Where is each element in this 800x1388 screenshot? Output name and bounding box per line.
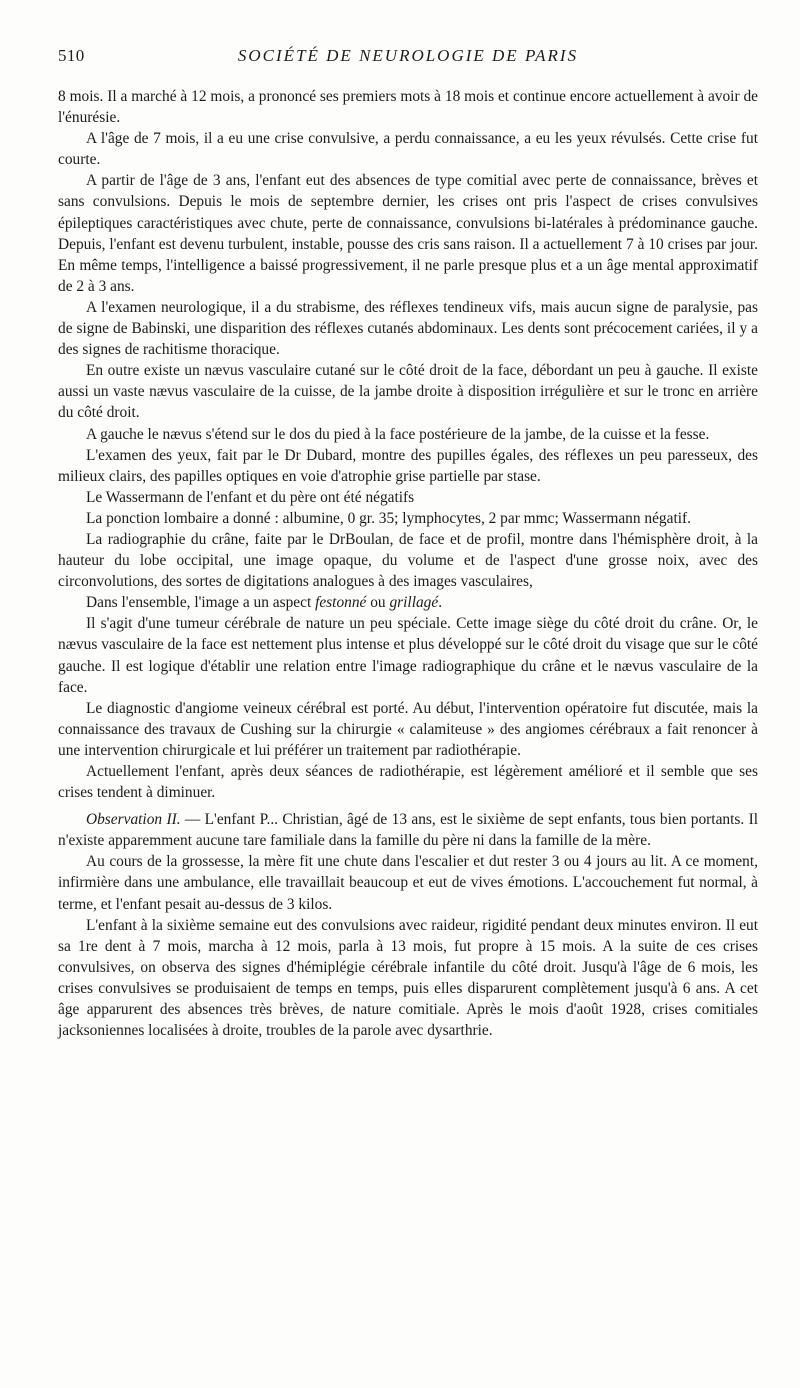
paragraph-tumour: Il s'agit d'une tumeur cérébrale de nature un peu spéciale. Cette image siège du côté droit du crâne. Or, le nævus vasculaire de la face est nettement plus intense et plus développé sur le côté droit du visage que sur le côté gauche. Il est logique d'établir une relation entre l'image radiographique du crâne et le nævus vasculaire de la face.	[58, 615, 758, 696]
paragraph-seizure-history: A partir de l'âge de 3 ans, l'enfant eut des absences de type comitial avec perte de connaissance, brèves et sans convulsions. Depuis le mois de septembre dernier, les crises ont pris l'aspect de crises convulsives épileptiques caractéristiques avec chute, perte de connaissance, convulsions bi-latérales à prédominance gauche. Depuis, l'enfant est devenu turbulent, instable, pousse des cris sans raison. Il a actuellement 7 à 10 crises par jour. En même temps, l'intelligence a baissé progressivement, il ne parle presque plus et a un âge mental approximatif de 2 à 3 ans.	[58, 172, 758, 295]
paragraph-current-state: Actuellement l'enfant, après deux séances de radiothérapie, est légèrement amélioré et il semble que ses crises tendent à diminuer.	[58, 763, 758, 802]
aspect-term-grillage: grillagé	[389, 594, 439, 612]
aspect-text-middle: ou	[366, 594, 390, 612]
paragraph-diagnosis: Le diagnostic d'angiome veineux cérébral est porté. Au début, l'intervention opératoire fut discutée, mais la connaissance des travaux de Cushing sur la chirurgie « calamiteuse » des angiomes cérébraux a fait renoncer à une intervention chirurgicale et lui préférer un traitement par radiothérapie.	[58, 699, 758, 759]
paragraph-radiography: La radiographie du crâne, faite par le DrBoulan, de face et de profil, montre dans l'hémisphère droit, à la hauteur du lobe occipital, une image opaque, du volume et de l'aspect d'une grosse noix, avec des circonvolutions, des sortes de digitations analogues à des images vasculaires,	[58, 530, 758, 591]
journal-title: SOCIÉTÉ DE NEUROLOGIE DE PARIS	[237, 46, 579, 65]
body-text	[58, 86, 758, 1041]
aspect-text-before: Dans l'ensemble, l'image a un aspect	[86, 594, 316, 612]
paragraph-wassermann: Le Wassermann de l'enfant et du père ont été négatifs	[86, 488, 415, 506]
aspect-term-festonne: festonné	[315, 594, 367, 612]
paragraph-naevus-left: A gauche le nævus s'étend sur le dos du pied à la face postérieure de la jambe, de la cuisse et la fesse.	[86, 425, 710, 443]
aspect-text-after: .	[438, 594, 443, 612]
page-number: 510	[58, 46, 85, 65]
paragraph-development: 8 mois. Il a marché à 12 mois, a prononcé ses premiers mots à 18 mois et continue encore actuellement à avoir de l'énurésie.	[58, 88, 758, 127]
paragraph-aspect	[58, 592, 758, 613]
paragraph-childhood-convulsions: L'enfant à la sixième semaine eut des convulsions avec raideur, rigidité pendant deux minutes environ. Il eut sa 1re dent à 7 mois, marcha à 12 mois, parla à 13 mois, fut propre à 15 mois. A la suite de ces crises convulsives, on observa des signes d'hémiplégie cérébrale infantile du côté droit. Jusqu'à l'âge de 6 mois, les crises convulsives se produisaient de temps en temps, puis elles disparurent complètement jusqu'à 6 ans. A cet âge apparurent des absences très brèves, de nature comitiale. Après le mois d'août 1928, crises comitiales jacksoniennes localisées à droite, troubles de la parole avec dysarthrie.	[58, 916, 758, 1040]
paragraph-first-seizure: A l'âge de 7 mois, il a eu une crise convulsive, a perdu connaissance, a eu les yeux révulsés. Cette crise fut courte.	[58, 130, 758, 169]
running-head	[58, 46, 758, 70]
paragraph-neurological-exam: A l'examen neurologique, il a du strabisme, des réflexes tendineux vifs, mais aucun signe de paralysie, pas de signe de Babinski, une disparition des réflexes cutanés abdominaux. Les dents sont précocement cariées, il y a des signes de rachitisme thoracique.	[58, 298, 758, 359]
observation-heading: Observation II.	[86, 811, 181, 829]
paragraph-eye-exam: L'examen des yeux, fait par le Dr Dubard, montre des pupilles égales, des réflexes un peu paresseux, des milieux clairs, des papilles optiques en voie d'atrophie grise partielle par stase.	[58, 446, 758, 485]
paragraph-observation-ii	[58, 809, 758, 851]
paragraph-pregnancy: Au cours de la grossesse, la mère fit une chute dans l'escalier et dut rester 3 ou 4 jours au lit. A ce moment, infirmière dans une ambulance, elle travaillait beaucoup et eut de vives émotions. L'accouchement fut normal, à terme, et l'enfant pesait au-dessus de 3 kilos.	[58, 853, 758, 913]
paragraph-lumbar-puncture: La ponction lombaire a donné : albumine, 0 gr. 35; lymphocytes, 2 par mmc; Wassermann négatif.	[86, 509, 691, 527]
observation-text: — L'enfant P... Christian, âgé de 13 ans, est le sixième de sept enfants, tous bien portants. Il n'existe apparemment aucune tare familiale dans la famille du père ni dans la famille de la mère.	[58, 811, 758, 850]
paragraph-naevus-right: En outre existe un nævus vasculaire cutané sur le côté droit de la face, débordant un peu à gauche. Il existe aussi un vaste nævus vasculaire de la cuisse, de la jambe droite à disposition irrégulière et sur le tronc en arrière du côté droit.	[58, 362, 758, 422]
